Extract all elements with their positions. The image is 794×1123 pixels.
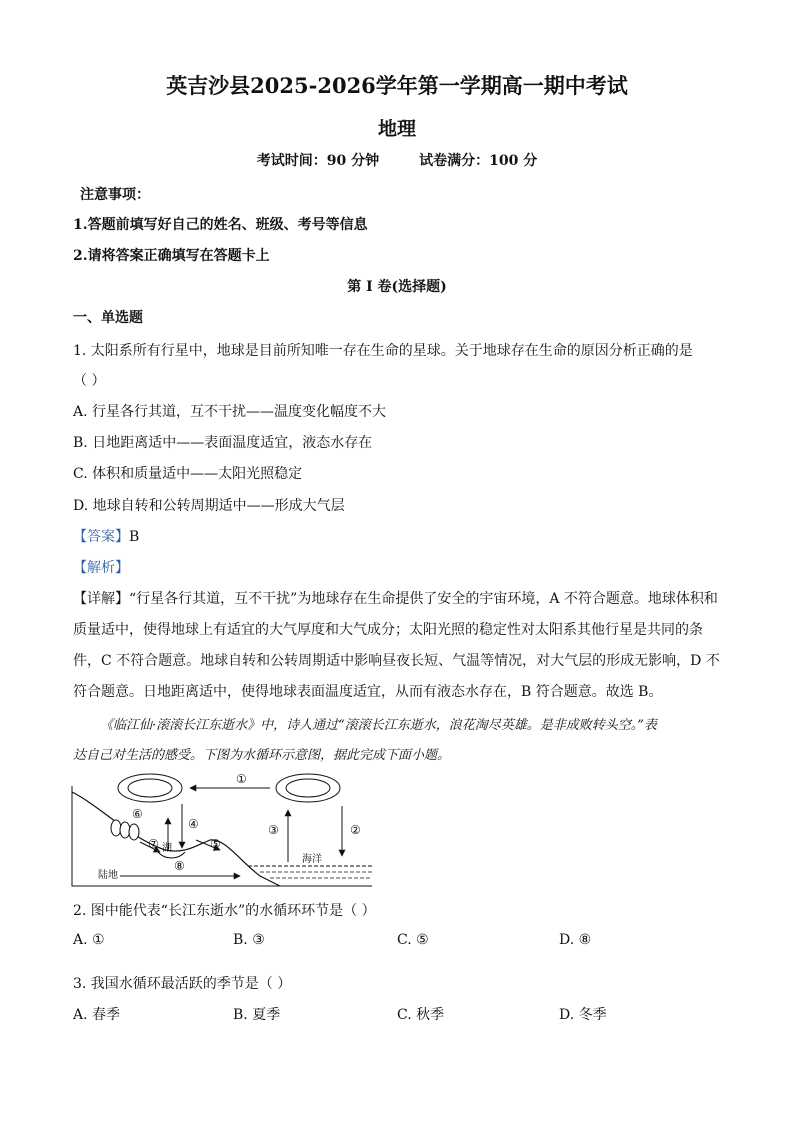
label-8: ⑧ bbox=[174, 859, 185, 873]
detail-line1 bbox=[73, 588, 733, 608]
notice-item-2: 2.请将答案正确填写在答题卡上 bbox=[73, 248, 270, 264]
answer-value: B bbox=[129, 529, 140, 545]
land-label: 陆地 bbox=[98, 870, 118, 881]
q3-stem: 3. 我国水循环最活跃的季节是（ ） bbox=[73, 976, 292, 992]
q2-option-d: D. ⑧ bbox=[559, 932, 592, 948]
q2-stem: 2. 图中能代表“长江东逝水”的水循环环节是（ ） bbox=[73, 903, 376, 919]
detail-line4: 符合题意。日地距离适中，使得地球表面温度适宜，从而有液态水存在，B 符合题意。故选 B。 bbox=[73, 684, 663, 700]
detail-text-1: “行星各行其道，互不干扰”为地球存在生命提供了安全的宇宙环境，A 不符合题意。地球体积和 bbox=[129, 591, 718, 607]
analysis-label: 【解析】 bbox=[73, 560, 129, 576]
q1-stem-line1: 1. 太阳系所有行星中，地球是目前所知唯一存在生命的星球。关于地球存在生命的原因分析正确的是 bbox=[73, 343, 693, 359]
water-cycle-diagram bbox=[70, 766, 375, 888]
exam-info bbox=[0, 150, 794, 170]
q1-answer bbox=[73, 526, 723, 546]
q2-option-b: B. ③ bbox=[233, 932, 265, 948]
q1-option-c: C. 体积和质量适中——太阳光照稳定 bbox=[73, 466, 303, 482]
notice-item-1: 1.答题前填写好自己的姓名、班级、考号等信息 bbox=[73, 217, 368, 233]
material-line1: 《临江仙·滚滚长江东逝水》中，诗人通过“滚滚长江东逝水，浪花淘尽英雄。是非成败转头空。”表 bbox=[100, 718, 657, 733]
ocean-label: 海洋 bbox=[302, 854, 322, 865]
detail-line2: 质量适中，使得地球上有适宜的大气厚度和大气成分；太阳光照的稳定性对太阳系其他行星是共同的条 bbox=[73, 622, 703, 638]
section-heading: 一、单选题 bbox=[73, 310, 143, 326]
label-5: ⑤ bbox=[210, 837, 221, 851]
label-4: ④ bbox=[188, 817, 199, 831]
label-3: ③ bbox=[268, 823, 279, 837]
label-2: ② bbox=[350, 823, 361, 837]
label-1: ① bbox=[236, 772, 247, 786]
q1-option-b: B. 日地距离适中——表面温度适宜，液态水存在 bbox=[73, 435, 373, 451]
cloud-icon-land bbox=[118, 774, 182, 802]
q1-option-a: A. 行星各行其道，互不干扰——温度变化幅度不大 bbox=[73, 404, 387, 420]
label-7: ⑦ bbox=[148, 837, 159, 851]
q3-option-c: C. 秋季 bbox=[397, 1007, 445, 1023]
subject-title: 地理 bbox=[377, 118, 416, 140]
exam-time: 考试时间：90 分钟 bbox=[256, 153, 380, 169]
exam-title: 英吉沙县2025-2026学年第一学期高一期中考试 bbox=[166, 73, 628, 98]
part-heading: 第 I 卷(选择题) bbox=[347, 279, 447, 295]
q1-stem-line2: （ ） bbox=[73, 373, 106, 389]
tree-icon bbox=[111, 820, 139, 840]
q1-option-d: D. 地球自转和公转周期适中——形成大气层 bbox=[73, 498, 345, 514]
answer-label: 【答案】 bbox=[73, 529, 129, 545]
material-line2: 达自己对生活的感受。下图为水循环示意图，据此完成下面小题。 bbox=[73, 748, 451, 763]
lake-label: 湖 bbox=[162, 843, 172, 854]
q3-option-a: A. 春季 bbox=[73, 1007, 121, 1023]
q3-option-b: B. 夏季 bbox=[233, 1007, 281, 1023]
full-score: 试卷满分：100 分 bbox=[419, 153, 538, 169]
q3-option-d: D. 冬季 bbox=[559, 1007, 607, 1023]
label-6: ⑥ bbox=[132, 807, 143, 821]
cloud-icon-ocean bbox=[276, 774, 340, 802]
q2-option-a: A. ① bbox=[73, 932, 105, 948]
detail-label: 【详解】 bbox=[73, 591, 129, 607]
detail-line3: 件，C 不符合题意。地球自转和公转周期适中影响昼夜长短、气温等情况，对大气层的形成无影响，D 不 bbox=[73, 653, 720, 669]
q2-option-c: C. ⑤ bbox=[397, 932, 429, 948]
notice-heading: 注意事项： bbox=[80, 187, 150, 203]
